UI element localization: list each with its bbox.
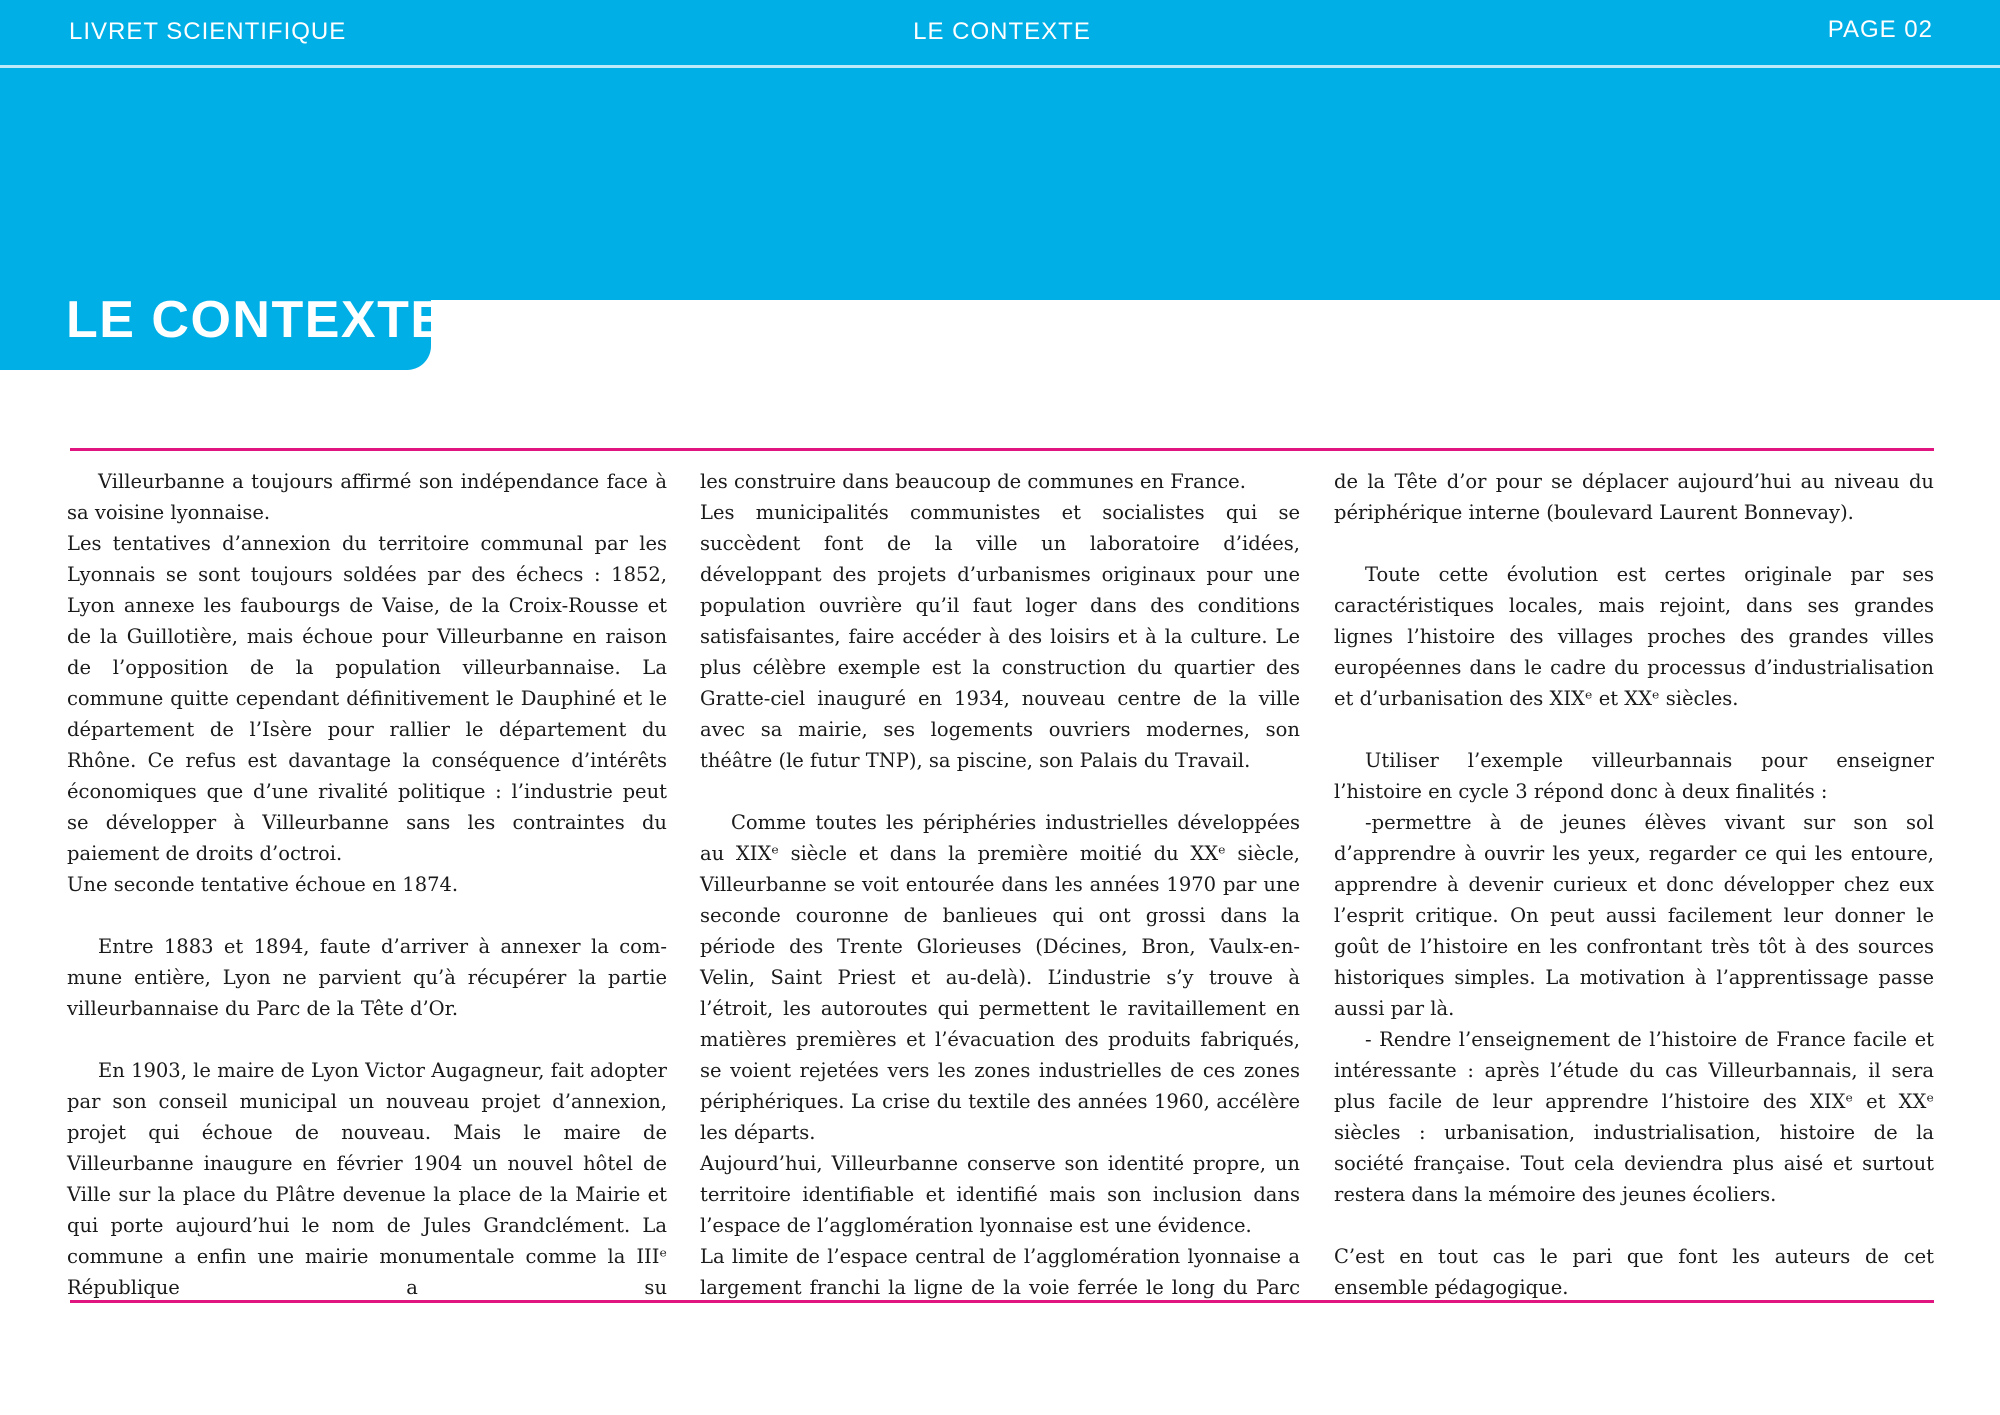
paragraph: Utiliser l’exemple villeurbannais pour enseigner l’histoire en cycle 3 répond donc à deux finalités : [1334,749,1934,803]
paragraph: Une seconde tentative échoue en 1874. [67,873,459,896]
paragraph: C’est en tout cas le pari que font les auteurs de cet ensemble pédagogique. [1334,1245,1934,1299]
header-page-number: PAGE 02 [1827,16,1933,43]
text-column-2 [700,466,1300,1303]
top-rule [70,448,1934,451]
text-column-3 [1334,466,1934,1303]
paragraph: Entre 1883 et 1894, faute d’arriver à annexer la commune entière, Lyon ne parvient qu’à récupérer la partie villeurbannaise du Parc de la Tête d’Or. [67,935,667,1020]
paragraph: - Rendre l’enseignement de l’histoire de France facile et intéressante : après l’étude du cas Villeurbannais, il sera plus facile de leur apprendre l’histoire des XIXᵉ et XXᵉ siècles : urbanisation, industrialisation, histoire de la société française. Tout cela deviendra plus aisé et surtout restera dans la mémoire des jeunes écoliers. [1334,1028,1934,1206]
header-divider [0,65,2000,68]
paragraph: Comme toutes les périphéries industrielles développées au XIXᵉ siècle et dans la première moitié du XXᵉ siècle, Villeurbanne se voit entourée dans les années 1970 par une seconde couronne de banlieues qui ont grossi dans la période des Trente Glorieuses (Décines, Bron, Vaulx-en-Velin, Saint Priest et au-delà). L’industrie s’y trouve à l’étroit, les autoroutes qui permettent le ravitaillement en matières premières et l’évacuation des produits fabriqués, se voient rejetées vers les zones industrielles de ces zones périphériques. La crise du textile des années 1960, accélère les départs. [700,811,1300,1144]
paragraph: Toute cette évolution est certes originale par ses caractéristiques locales, mais rejoint, dans ses grandes lignes l’histoire des villages proches des grandes villes européennes dans le cadre du processus d’industrialisation et d’urbanisation des XIXᵉ et XXᵉ siècles. [1334,563,1934,710]
page-title: LE CONTEXTE [66,291,447,349]
paragraph: Villeurbanne a toujours affirmé son indépendance face à sa voisine lyonnaise. [67,470,667,524]
header-booklet-label: LIVRET SCIENTIFIQUE [69,18,347,45]
header-section-label: LE CONTEXTE [913,18,1091,45]
paragraph: Les tentatives d’annexion du territoire communal par les Lyonnais se sont toujours soldées par des échecs : 1852, Lyon annexe les faubourgs de Vaise, de la Croix-Rousse et de la Guillotière, mais échoue pour Villeurbanne en raison de l’opposition de la population villeurbannaise. La commune quitte cependant définitivement le Dauphiné et le département de l’Isère pour rallier le département du Rhône. Ce refus est davantage la conséquence d’intérêts économiques que d’une rivalité politique : l’industrie peut se développer à Villeurbanne sans les contraintes du paiement de droits d’octroi. [67,532,667,865]
paragraph: les construire dans beaucoup de communes en France. [700,470,1246,493]
paragraph: En 1903, le maire de Lyon Victor Augagneur, fait adopter par son conseil municipal un nouveau projet d’annexion, projet qui échoue de nouveau. Mais le maire de Villeurbanne inaugure en février 1904 un nouvel hôtel de Ville sur la place du Plâtre devenue la place de la Mairie et qui porte aujourd’hui le nom de Jules Grandclément. La commune a enfin une mairie monumentale comme la IIIᵉ République a su [67,1059,667,1299]
paragraph: Les municipalités communistes et socialistes qui se succèdent font de la ville un laboratoire d’idées, développant des projets d’urbanismes originaux pour une population ouvrière qu’il faut loger dans des conditions satisfaisantes, faire accéder à des loisirs et à la culture. Le plus célèbre exemple est la construction du quartier des Gratte-ciel inauguré en 1934, nouveau centre de la ville avec sa mairie, ses logements ouvriers modernes, son théâtre (le futur TNP), sa piscine, son Palais du Travail. [700,501,1300,772]
text-column-1 [67,466,667,1303]
paragraph: -permettre à de jeunes élèves vivant sur son sol d’apprendre à ouvrir les yeux, regarder ce qui les entoure, apprendre à devenir curieux et donc développer chez eux l’esprit critique. On peut aussi facilement leur donner le goût de l’histoire en les confrontant très tôt à des sources historiques simples. La motivation à l’apprentissage passe aussi par là. [1334,811,1934,1020]
bottom-rule [70,1300,1934,1303]
paragraph: de la Tête d’or pour se déplacer aujourd’hui au niveau du périphérique interne (boulevard Laurent Bonnevay). [1334,470,1934,524]
paragraph: Aujourd’hui, Villeurbanne conserve son identité propre, un territoire identifiable et identifié mais son inclusion dans l’espace de l’agglomération lyonnaise est une évidence. [700,1152,1300,1237]
paragraph: La limite de l’espace central de l’agglomération lyonnaise a largement franchi la ligne de la voie ferrée le long du Parc [700,1245,1300,1299]
